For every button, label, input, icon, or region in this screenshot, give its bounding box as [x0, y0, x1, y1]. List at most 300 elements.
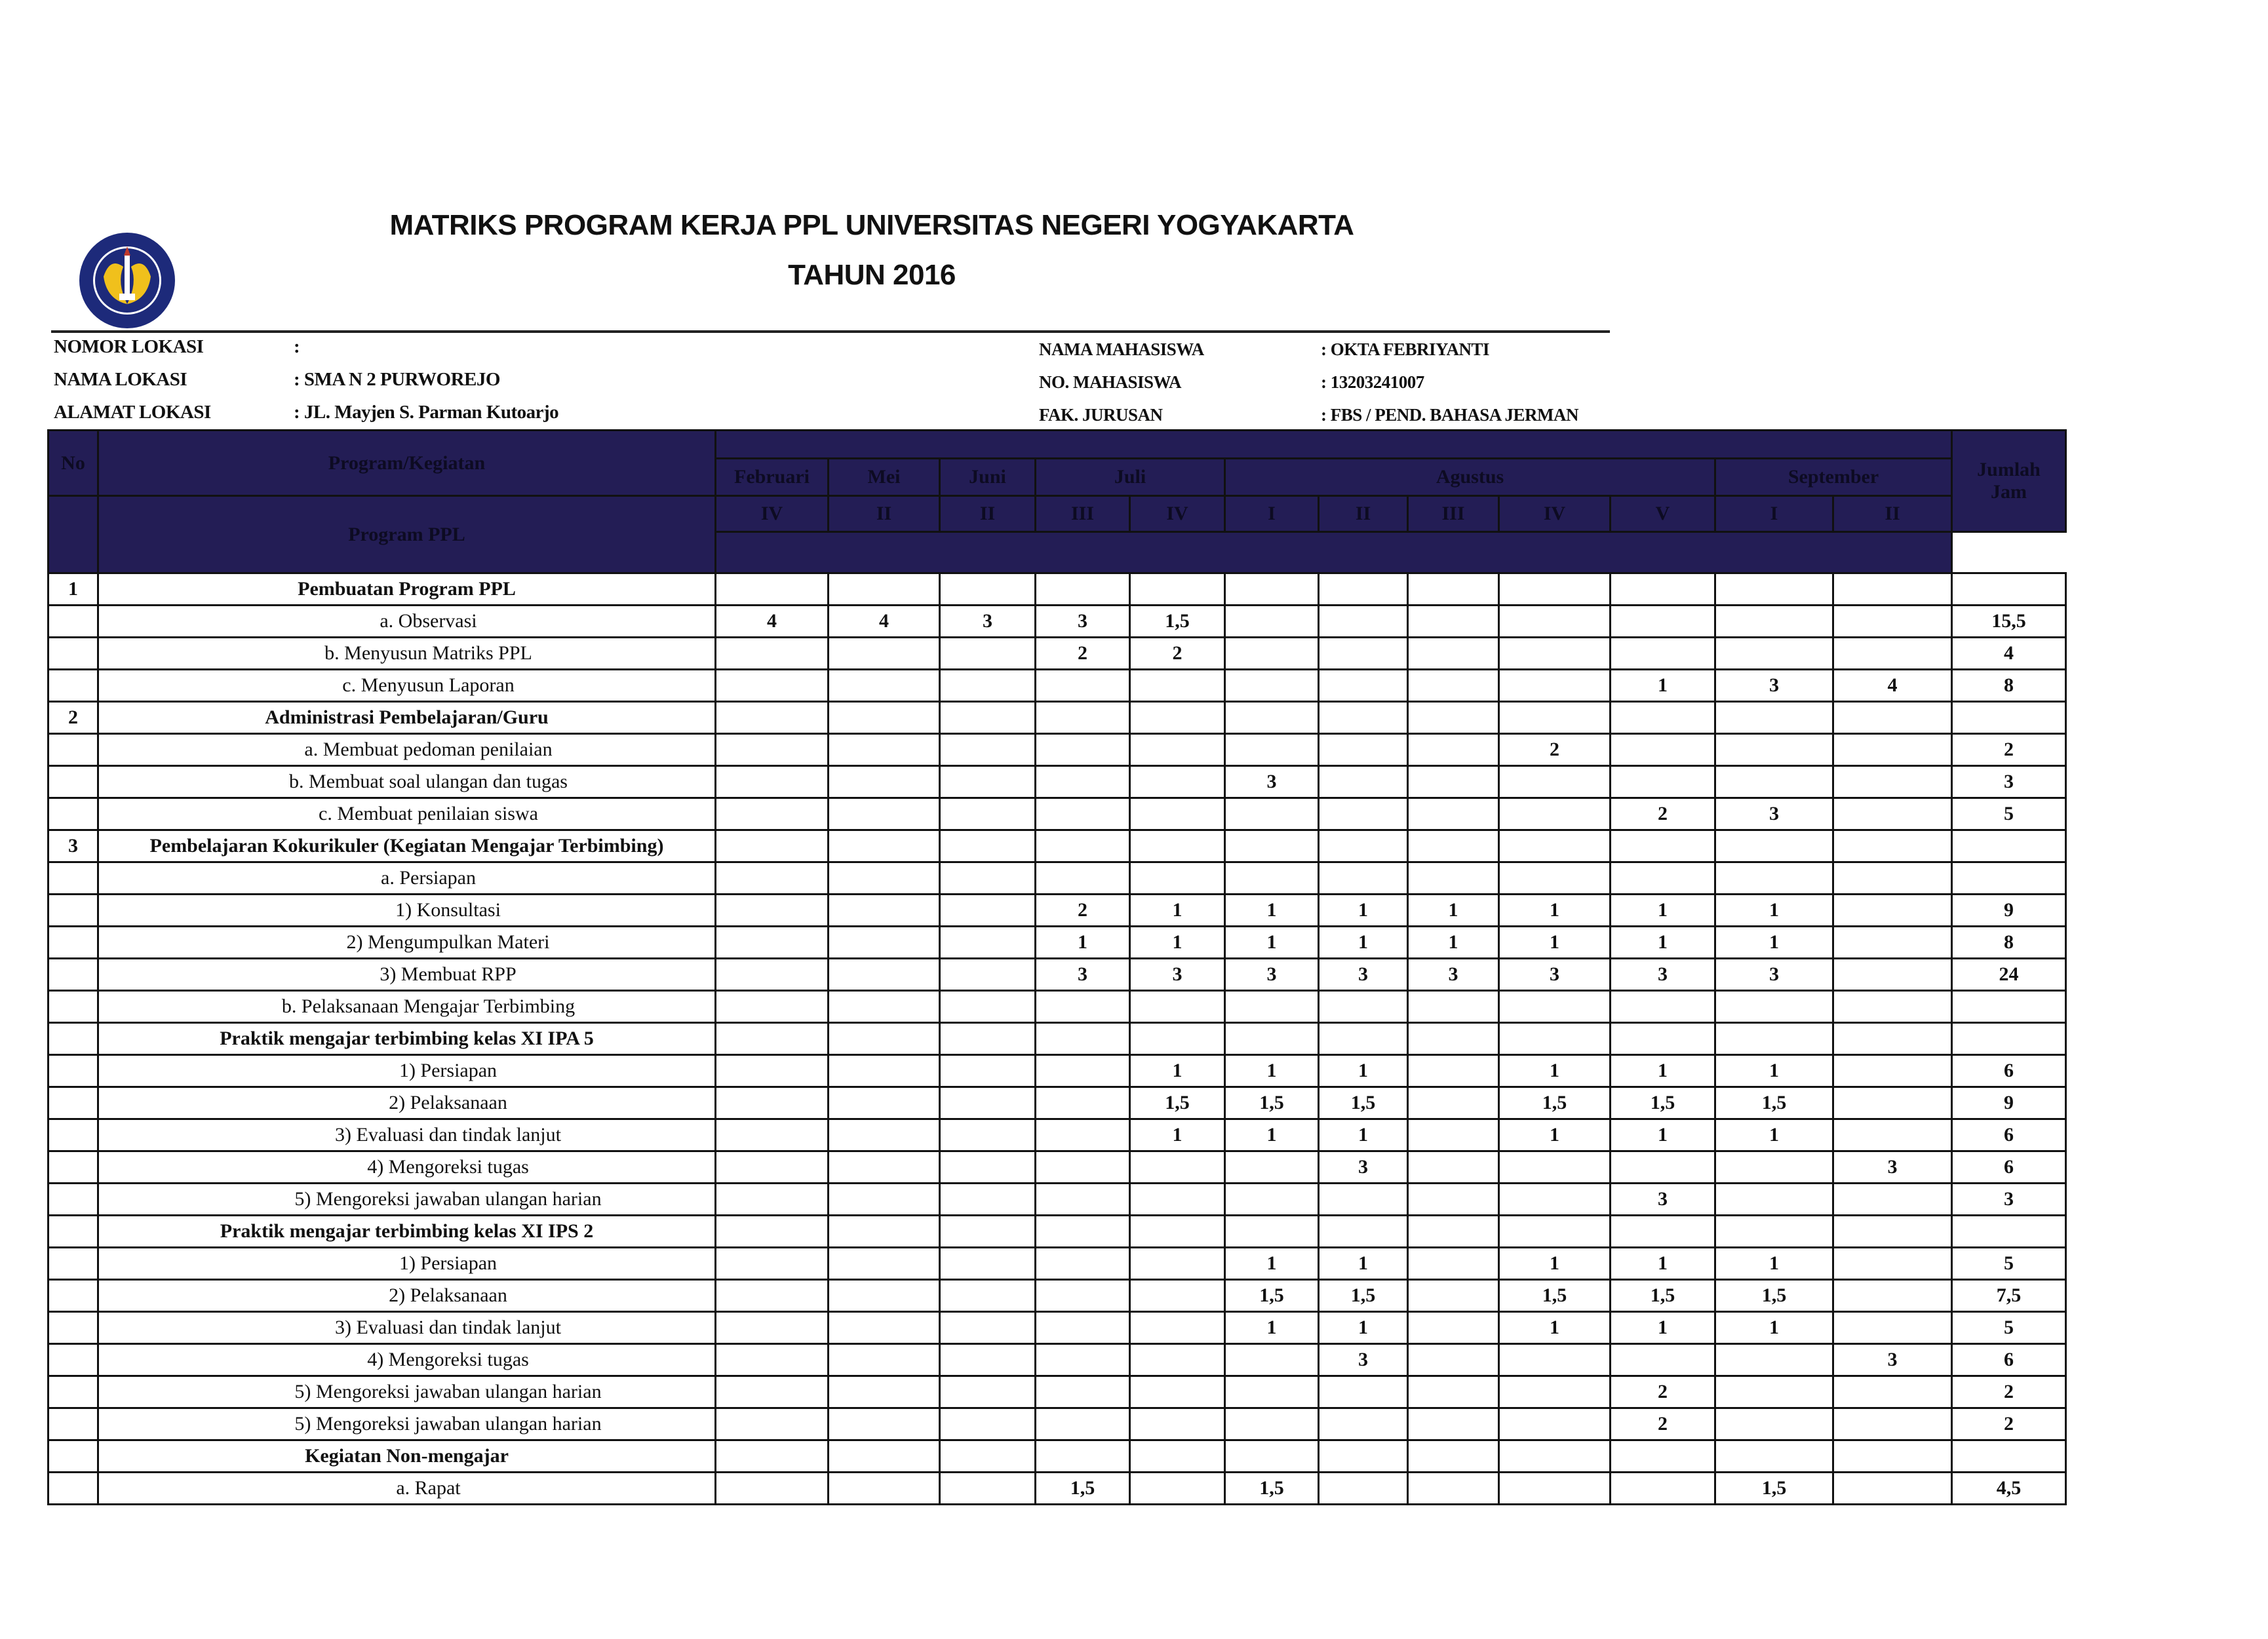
week-hours-cell: [1499, 766, 1611, 798]
week-hours-cell: [940, 959, 1036, 991]
week-hours-cell: [716, 862, 829, 895]
week-hours-cell: [829, 830, 940, 862]
table-row: [49, 1440, 2066, 1473]
activity-label: b. Membuat soal ulangan dan tugas: [98, 766, 716, 798]
week-hours-cell: 1: [1130, 895, 1225, 927]
total-hours-cell: [1952, 830, 2066, 862]
week-hours-cell: [829, 702, 940, 734]
week-hours-cell: [940, 638, 1036, 670]
week-hours-cell: 2: [1036, 638, 1130, 670]
total-hours-cell: 4: [1952, 638, 2066, 670]
week-hours-cell: [1130, 1312, 1225, 1344]
activity-label: Pembuatan Program PPL: [98, 573, 716, 606]
total-hours-cell: 9: [1952, 1087, 2066, 1119]
info-label-nama-mahasiswa: NAMA MAHASISWA: [1039, 339, 1204, 359]
week-hours-cell: [1319, 734, 1408, 766]
week-hours-cell: 1: [1319, 927, 1408, 959]
header-week: II: [1833, 496, 1952, 532]
week-hours-cell: [1833, 1473, 1952, 1505]
week-hours-cell: [829, 1473, 940, 1505]
week-hours-cell: 1: [1036, 927, 1130, 959]
activity-label: 1) Persiapan: [98, 1248, 716, 1280]
week-hours-cell: 1: [1225, 1055, 1319, 1087]
week-hours-cell: [829, 670, 940, 702]
week-hours-cell: [1833, 1119, 1952, 1151]
info-value-alamat-lokasi: : JL. Mayjen S. Parman Kutoarjo: [294, 402, 559, 423]
header-month: Juni: [940, 459, 1036, 496]
week-hours-cell: [940, 862, 1036, 895]
week-hours-cell: 1: [1611, 1119, 1715, 1151]
week-hours-cell: [716, 1312, 829, 1344]
week-hours-cell: [1499, 1184, 1611, 1216]
row-number: [49, 895, 98, 927]
activity-label: 1) Persiapan: [98, 1055, 716, 1087]
week-hours-cell: [1715, 1184, 1833, 1216]
week-hours-cell: [940, 830, 1036, 862]
activity-label: b. Menyusun Matriks PPL: [98, 638, 716, 670]
header-jam: Jam: [1991, 481, 2027, 503]
week-hours-cell: [1499, 1376, 1611, 1408]
week-hours-cell: [1036, 702, 1130, 734]
row-number: [49, 927, 98, 959]
row-number: [49, 1312, 98, 1344]
week-hours-cell: [1319, 1473, 1408, 1505]
week-hours-cell: 1: [1225, 895, 1319, 927]
week-hours-cell: [1408, 1023, 1499, 1055]
week-hours-cell: 1: [1715, 1119, 1833, 1151]
week-hours-cell: [1833, 1023, 1952, 1055]
week-hours-cell: 1: [1319, 1312, 1408, 1344]
row-number: [49, 1216, 98, 1248]
week-hours-cell: [940, 573, 1036, 606]
week-hours-cell: [716, 991, 829, 1023]
week-hours-cell: [829, 1087, 940, 1119]
week-hours-cell: [940, 734, 1036, 766]
info-value-fak-jurusan: : FBS / PEND. BAHASA JERMAN: [1321, 405, 1579, 425]
week-hours-cell: [716, 830, 829, 862]
week-hours-cell: [829, 1376, 940, 1408]
activity-label: 2) Pelaksanaan: [98, 1087, 716, 1119]
header-month: Mei: [829, 459, 940, 496]
week-hours-cell: [716, 1184, 829, 1216]
week-hours-cell: [940, 1055, 1036, 1087]
week-hours-cell: 3: [1611, 959, 1715, 991]
week-hours-cell: 2: [1611, 1376, 1715, 1408]
week-hours-cell: [716, 573, 829, 606]
week-hours-cell: [1225, 798, 1319, 830]
activity-label: 4) Mengoreksi tugas: [98, 1151, 716, 1184]
week-hours-cell: [1715, 766, 1833, 798]
week-hours-cell: [1130, 766, 1225, 798]
row-number: 1: [49, 573, 98, 606]
activity-label: a. Observasi: [98, 606, 716, 638]
week-hours-cell: [1130, 1473, 1225, 1505]
total-hours-cell: 15,5: [1952, 606, 2066, 638]
week-hours-cell: [1036, 670, 1130, 702]
week-hours-cell: [829, 1248, 940, 1280]
info-value-nama-mahasiswa: : OKTA FEBRIYANTI: [1321, 339, 1490, 359]
activity-label: Kegiatan Non-mengajar: [98, 1440, 716, 1473]
week-hours-cell: [1225, 734, 1319, 766]
week-hours-cell: [1833, 927, 1952, 959]
week-hours-cell: [1833, 573, 1952, 606]
week-hours-cell: [716, 959, 829, 991]
table-row: [49, 895, 2066, 927]
week-hours-cell: [1715, 702, 1833, 734]
week-hours-cell: [940, 670, 1036, 702]
total-hours-cell: 2: [1952, 1376, 2066, 1408]
week-hours-cell: [940, 1248, 1036, 1280]
activity-label: c. Membuat penilaian siswa: [98, 798, 716, 830]
week-hours-cell: 1,5: [1715, 1087, 1833, 1119]
week-hours-cell: [1715, 1376, 1833, 1408]
week-hours-cell: 3: [1715, 959, 1833, 991]
week-hours-cell: [1499, 1408, 1611, 1440]
activity-label: Praktik mengajar terbimbing kelas XI IPS 2: [98, 1216, 716, 1248]
week-hours-cell: 2: [1611, 1408, 1715, 1440]
week-hours-cell: [1225, 991, 1319, 1023]
week-hours-cell: [940, 702, 1036, 734]
week-hours-cell: [1319, 798, 1408, 830]
week-hours-cell: [1319, 991, 1408, 1023]
week-hours-cell: [1408, 734, 1499, 766]
week-hours-cell: 1,5: [1499, 1280, 1611, 1312]
week-hours-cell: 1: [1319, 1248, 1408, 1280]
week-hours-cell: [716, 638, 829, 670]
week-hours-cell: [1499, 606, 1611, 638]
total-hours-cell: 3: [1952, 766, 2066, 798]
week-hours-cell: 2: [1130, 638, 1225, 670]
table-row: [49, 830, 2066, 862]
week-hours-cell: [1036, 766, 1130, 798]
week-hours-cell: [1611, 991, 1715, 1023]
table-row: [49, 991, 2066, 1023]
week-hours-cell: 1,5: [1130, 606, 1225, 638]
header-blank-cells: [716, 532, 1952, 573]
week-hours-cell: 1,5: [1611, 1087, 1715, 1119]
activity-label: 5) Mengoreksi jawaban ulangan harian: [98, 1376, 716, 1408]
table-row: [49, 959, 2066, 991]
table-row: [49, 702, 2066, 734]
info-label-fak-jurusan: FAK. JURUSAN: [1039, 405, 1163, 425]
week-hours-cell: 4: [716, 606, 829, 638]
week-hours-cell: 1: [1130, 1055, 1225, 1087]
week-hours-cell: [1225, 1151, 1319, 1184]
total-hours-cell: [1952, 1440, 2066, 1473]
week-hours-cell: [1833, 798, 1952, 830]
header-week: III: [1036, 496, 1130, 532]
header-jumlah: Jumlah: [1977, 459, 2041, 480]
header-month: Agustus: [1225, 459, 1715, 496]
week-hours-cell: [829, 1023, 940, 1055]
week-hours-cell: 4: [1833, 670, 1952, 702]
week-hours-cell: [1130, 1248, 1225, 1280]
week-hours-cell: [716, 1119, 829, 1151]
week-hours-cell: [1833, 1408, 1952, 1440]
week-hours-cell: 1,5: [1225, 1087, 1319, 1119]
week-hours-cell: [1408, 573, 1499, 606]
week-hours-cell: 3: [940, 606, 1036, 638]
activity-label: 3) Membuat RPP: [98, 959, 716, 991]
row-number: [49, 991, 98, 1023]
activity-label: Praktik mengajar terbimbing kelas XI IPA 5: [98, 1023, 716, 1055]
week-hours-cell: [1833, 1055, 1952, 1087]
header-weeks-row: [49, 496, 2066, 532]
week-hours-cell: 2: [1036, 895, 1130, 927]
row-number: 3: [49, 830, 98, 862]
week-hours-cell: [1408, 862, 1499, 895]
activity-label: 2) Mengumpulkan Materi: [98, 927, 716, 959]
week-hours-cell: [716, 1440, 829, 1473]
row-number: [49, 1184, 98, 1216]
info-value-no-mahasiswa: : 13203241007: [1321, 372, 1424, 392]
week-hours-cell: [716, 1344, 829, 1376]
week-hours-cell: [1225, 638, 1319, 670]
week-hours-cell: [1319, 1408, 1408, 1440]
week-hours-cell: [1715, 830, 1833, 862]
week-hours-cell: [1130, 991, 1225, 1023]
week-hours-cell: [1408, 798, 1499, 830]
week-hours-cell: [1715, 1023, 1833, 1055]
week-hours-cell: [829, 798, 940, 830]
week-hours-cell: [1408, 1119, 1499, 1151]
week-hours-cell: [1833, 734, 1952, 766]
week-hours-cell: [1499, 573, 1611, 606]
week-hours-cell: [1036, 573, 1130, 606]
header-week: II: [940, 496, 1036, 532]
week-hours-cell: [1499, 1023, 1611, 1055]
week-hours-cell: 1,5: [1611, 1280, 1715, 1312]
week-hours-cell: [829, 927, 940, 959]
week-hours-cell: 2: [1499, 734, 1611, 766]
activity-label: 5) Mengoreksi jawaban ulangan harian: [98, 1184, 716, 1216]
week-hours-cell: [716, 1023, 829, 1055]
week-hours-cell: [1611, 702, 1715, 734]
week-hours-cell: [1833, 1087, 1952, 1119]
week-hours-cell: [1130, 862, 1225, 895]
week-hours-cell: [1499, 702, 1611, 734]
week-hours-cell: [1036, 1216, 1130, 1248]
week-hours-cell: [1408, 638, 1499, 670]
week-hours-cell: [1408, 1344, 1499, 1376]
table-row: [49, 638, 2066, 670]
week-hours-cell: 3: [1833, 1344, 1952, 1376]
week-hours-cell: [1408, 1248, 1499, 1280]
week-hours-cell: [829, 1440, 940, 1473]
week-hours-cell: 1: [1225, 1312, 1319, 1344]
week-hours-cell: [1833, 895, 1952, 927]
week-hours-cell: [716, 1055, 829, 1087]
week-hours-cell: [829, 1408, 940, 1440]
week-hours-cell: [716, 1087, 829, 1119]
week-hours-cell: [1499, 862, 1611, 895]
week-hours-cell: 1: [1715, 1312, 1833, 1344]
week-hours-cell: [716, 1216, 829, 1248]
week-hours-cell: [1036, 862, 1130, 895]
week-hours-cell: [1130, 798, 1225, 830]
week-hours-cell: [1408, 766, 1499, 798]
row-number: [49, 1440, 98, 1473]
header-no-fill: [49, 496, 98, 573]
program-matrix-table: [47, 429, 2067, 1505]
total-hours-cell: [1952, 1023, 2066, 1055]
week-hours-cell: 1: [1130, 1119, 1225, 1151]
row-number: [49, 1344, 98, 1376]
week-hours-cell: [1715, 862, 1833, 895]
week-hours-cell: [940, 1312, 1036, 1344]
row-number: [49, 1280, 98, 1312]
week-hours-cell: 3: [1715, 798, 1833, 830]
total-hours-cell: 3: [1952, 1184, 2066, 1216]
table-row: [49, 1023, 2066, 1055]
activity-label: 3) Evaluasi dan tindak lanjut: [98, 1312, 716, 1344]
week-hours-cell: [940, 766, 1036, 798]
week-hours-cell: [1611, 734, 1715, 766]
week-hours-cell: [716, 1280, 829, 1312]
week-hours-cell: [1130, 1280, 1225, 1312]
week-hours-cell: [1036, 830, 1130, 862]
week-hours-cell: [1319, 1184, 1408, 1216]
week-hours-cell: [1225, 1376, 1319, 1408]
table-row: [49, 1280, 2066, 1312]
week-hours-cell: [1408, 670, 1499, 702]
week-hours-cell: [1408, 1408, 1499, 1440]
week-hours-cell: [1833, 606, 1952, 638]
total-hours-cell: 2: [1952, 1408, 2066, 1440]
week-hours-cell: [1036, 1119, 1130, 1151]
table-body: [49, 573, 2066, 1505]
week-hours-cell: 1,5: [1715, 1280, 1833, 1312]
week-hours-cell: [829, 1119, 940, 1151]
week-hours-cell: 3: [1130, 959, 1225, 991]
week-hours-cell: [1833, 1184, 1952, 1216]
week-hours-cell: 1: [1408, 927, 1499, 959]
activity-label: a. Rapat: [98, 1473, 716, 1505]
week-hours-cell: [1715, 1216, 1833, 1248]
week-hours-cell: [1611, 1023, 1715, 1055]
week-hours-cell: [1319, 862, 1408, 895]
week-hours-cell: [1225, 573, 1319, 606]
week-hours-cell: 3: [1225, 766, 1319, 798]
document-title: MATRIKS PROGRAM KERJA PPL UNIVERSITAS NEGERI YOGYAKARTA: [389, 209, 1354, 241]
week-hours-cell: [1499, 1440, 1611, 1473]
week-hours-cell: [1408, 1216, 1499, 1248]
table-row: [49, 1344, 2066, 1376]
total-hours-cell: 9: [1952, 895, 2066, 927]
header-month: September: [1715, 459, 1952, 496]
info-label-no-mahasiswa: NO. MAHASISWA: [1039, 372, 1182, 392]
week-hours-cell: [1036, 1312, 1130, 1344]
week-hours-cell: [1036, 1376, 1130, 1408]
week-hours-cell: [1499, 830, 1611, 862]
week-hours-cell: [1715, 606, 1833, 638]
week-hours-cell: [1833, 766, 1952, 798]
activity-label: b. Pelaksanaan Mengajar Terbimbing: [98, 991, 716, 1023]
week-hours-cell: [1833, 1440, 1952, 1473]
week-hours-cell: [829, 1055, 940, 1087]
total-hours-cell: 5: [1952, 1248, 2066, 1280]
week-hours-cell: 2: [1611, 798, 1715, 830]
week-hours-cell: [1319, 766, 1408, 798]
week-hours-cell: [1130, 1184, 1225, 1216]
week-hours-cell: [1408, 1087, 1499, 1119]
table-row: [49, 1408, 2066, 1440]
week-hours-cell: [1833, 1216, 1952, 1248]
week-hours-cell: [1833, 638, 1952, 670]
row-number: [49, 1119, 98, 1151]
week-hours-cell: 1: [1611, 1312, 1715, 1344]
week-hours-cell: [1408, 1376, 1499, 1408]
header-week: IV: [716, 496, 829, 532]
week-hours-cell: [1130, 702, 1225, 734]
total-hours-cell: 6: [1952, 1055, 2066, 1087]
week-hours-cell: [1408, 1440, 1499, 1473]
row-number: [49, 1376, 98, 1408]
week-hours-cell: [1715, 573, 1833, 606]
week-hours-cell: [940, 1344, 1036, 1376]
week-hours-cell: [1036, 1184, 1130, 1216]
week-hours-cell: [1036, 1151, 1130, 1184]
table-row: [49, 606, 2066, 638]
table-row: [49, 862, 2066, 895]
total-hours-cell: 6: [1952, 1119, 2066, 1151]
week-hours-cell: [1225, 606, 1319, 638]
week-hours-cell: [1833, 702, 1952, 734]
week-hours-cell: [829, 959, 940, 991]
table-row: [49, 1087, 2066, 1119]
activity-label: 5) Mengoreksi jawaban ulangan harian: [98, 1408, 716, 1440]
table-row: [49, 798, 2066, 830]
week-hours-cell: 1,5: [1225, 1473, 1319, 1505]
week-hours-cell: [1225, 1184, 1319, 1216]
row-number: [49, 1055, 98, 1087]
week-hours-cell: [829, 1184, 940, 1216]
table-row: [49, 1151, 2066, 1184]
week-hours-cell: [1319, 830, 1408, 862]
week-hours-cell: [1319, 573, 1408, 606]
week-hours-cell: [716, 895, 829, 927]
week-hours-cell: [1611, 1344, 1715, 1376]
week-hours-cell: [1225, 1440, 1319, 1473]
week-hours-cell: [1715, 638, 1833, 670]
week-hours-cell: [1499, 1151, 1611, 1184]
week-hours-cell: [1715, 1344, 1833, 1376]
header-week: II: [1319, 496, 1408, 532]
week-hours-cell: 1: [1319, 895, 1408, 927]
week-hours-cell: [940, 1216, 1036, 1248]
header-week: II: [829, 496, 940, 532]
total-hours-cell: [1952, 862, 2066, 895]
week-hours-cell: [1130, 1023, 1225, 1055]
week-hours-cell: 3: [1225, 959, 1319, 991]
row-number: [49, 798, 98, 830]
header-week: IV: [1499, 496, 1611, 532]
week-hours-cell: [1130, 573, 1225, 606]
week-hours-cell: [1833, 1280, 1952, 1312]
header-program-sub: Program PPL: [98, 496, 716, 573]
activity-label: 4) Mengoreksi tugas: [98, 1344, 716, 1376]
week-hours-cell: [1499, 798, 1611, 830]
row-number: [49, 1408, 98, 1440]
row-number: [49, 670, 98, 702]
week-hours-cell: [1499, 991, 1611, 1023]
week-hours-cell: 3: [1036, 606, 1130, 638]
week-hours-cell: [1130, 1344, 1225, 1376]
header-no: No: [49, 431, 98, 496]
week-hours-cell: [1715, 991, 1833, 1023]
week-hours-cell: 1,5: [1036, 1473, 1130, 1505]
header-program: Program/Kegiatan: [98, 431, 716, 496]
